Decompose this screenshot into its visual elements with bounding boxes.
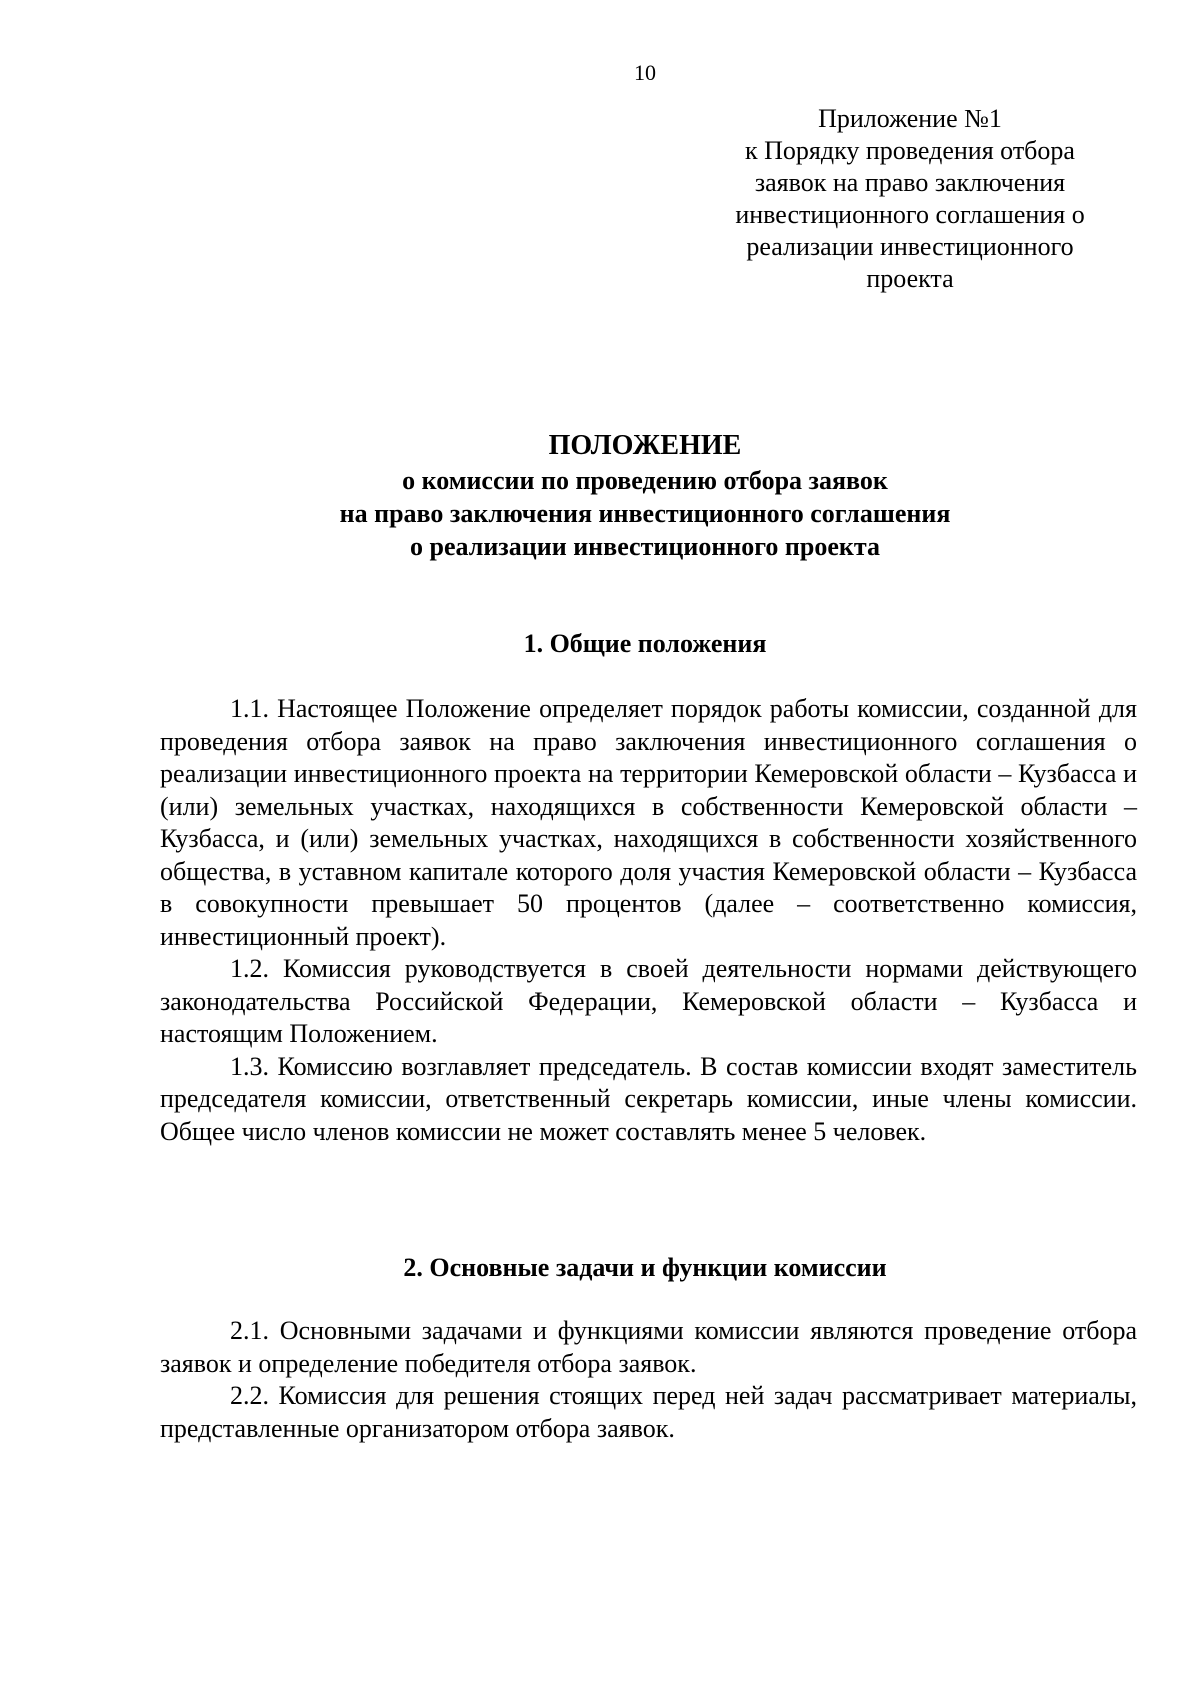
paragraph: 1.3. Комиссию возглавляет председатель. В состав комиссии входят заместитель председателя комиссии, ответственный секретарь комиссии, иные члены комиссии. Общее число членов комиссии не может составлять менее 5 человек. bbox=[160, 1051, 1137, 1146]
appendix-line: Приложение №1 bbox=[818, 104, 1002, 133]
paragraph: 2.2. Комиссия для решения стоящих перед ней задач рассматривает материалы, представленные организатором отбора заявок. bbox=[160, 1381, 1137, 1443]
page-number: 10 bbox=[634, 60, 656, 85]
section-body bbox=[160, 1315, 1137, 1445]
appendix-line: реализации инвестиционного bbox=[746, 232, 1074, 261]
appendix-block bbox=[710, 103, 1110, 295]
document-subtitle-line: о реализации инвестиционного проекта bbox=[410, 532, 880, 561]
document-title: ПОЛОЖЕНИЕ bbox=[548, 430, 742, 461]
appendix-line: проекта bbox=[866, 264, 954, 293]
section-body bbox=[160, 693, 1137, 1148]
document-title-block bbox=[160, 428, 1130, 563]
section-heading: 2. Основные задачи и функции комиссии bbox=[403, 1253, 887, 1282]
paragraph: 2.1. Основными задачами и функциями комиссии являются проведение отбора заявок и определение победителя отбора заявок. bbox=[160, 1316, 1137, 1378]
section-heading: 1. Общие положения bbox=[523, 629, 767, 658]
paragraph: 1.2. Комиссия руководствуется в своей деятельности нормами действующего законодательства Российской Федерации, Кемеровской области – Кузбасса и настоящим Положением. bbox=[160, 954, 1137, 1048]
appendix-line: заявок на право заключения bbox=[754, 168, 1066, 197]
paragraph: 1.1. Настоящее Положение определяет порядок работы комиссии, созданной для проведения отбора заявок на право заключения инвестиционного соглашения о реализации инвестиционного проекта на территории Кемеровской области – Кузбасса и (или) земельных участках, находящихся в собственности Кемеровской области – Кузбасса, и (или) земельных участках, находящихся в собственности хозяйственного общества, в уставном капитале которого доля участия Кемеровской области – Кузбасса в совокупности превышает 50 процентов (далее – соответственно комиссия, инвестиционный проект). bbox=[160, 694, 1137, 951]
document-subtitle-line: о комиссии по проведению отбора заявок bbox=[402, 466, 888, 495]
appendix-line: к Порядку проведения отбора bbox=[745, 136, 1075, 165]
appendix-line: инвестиционного соглашения о bbox=[735, 200, 1085, 229]
document-subtitle-line: на право заключения инвестиционного соглашения bbox=[339, 499, 951, 528]
